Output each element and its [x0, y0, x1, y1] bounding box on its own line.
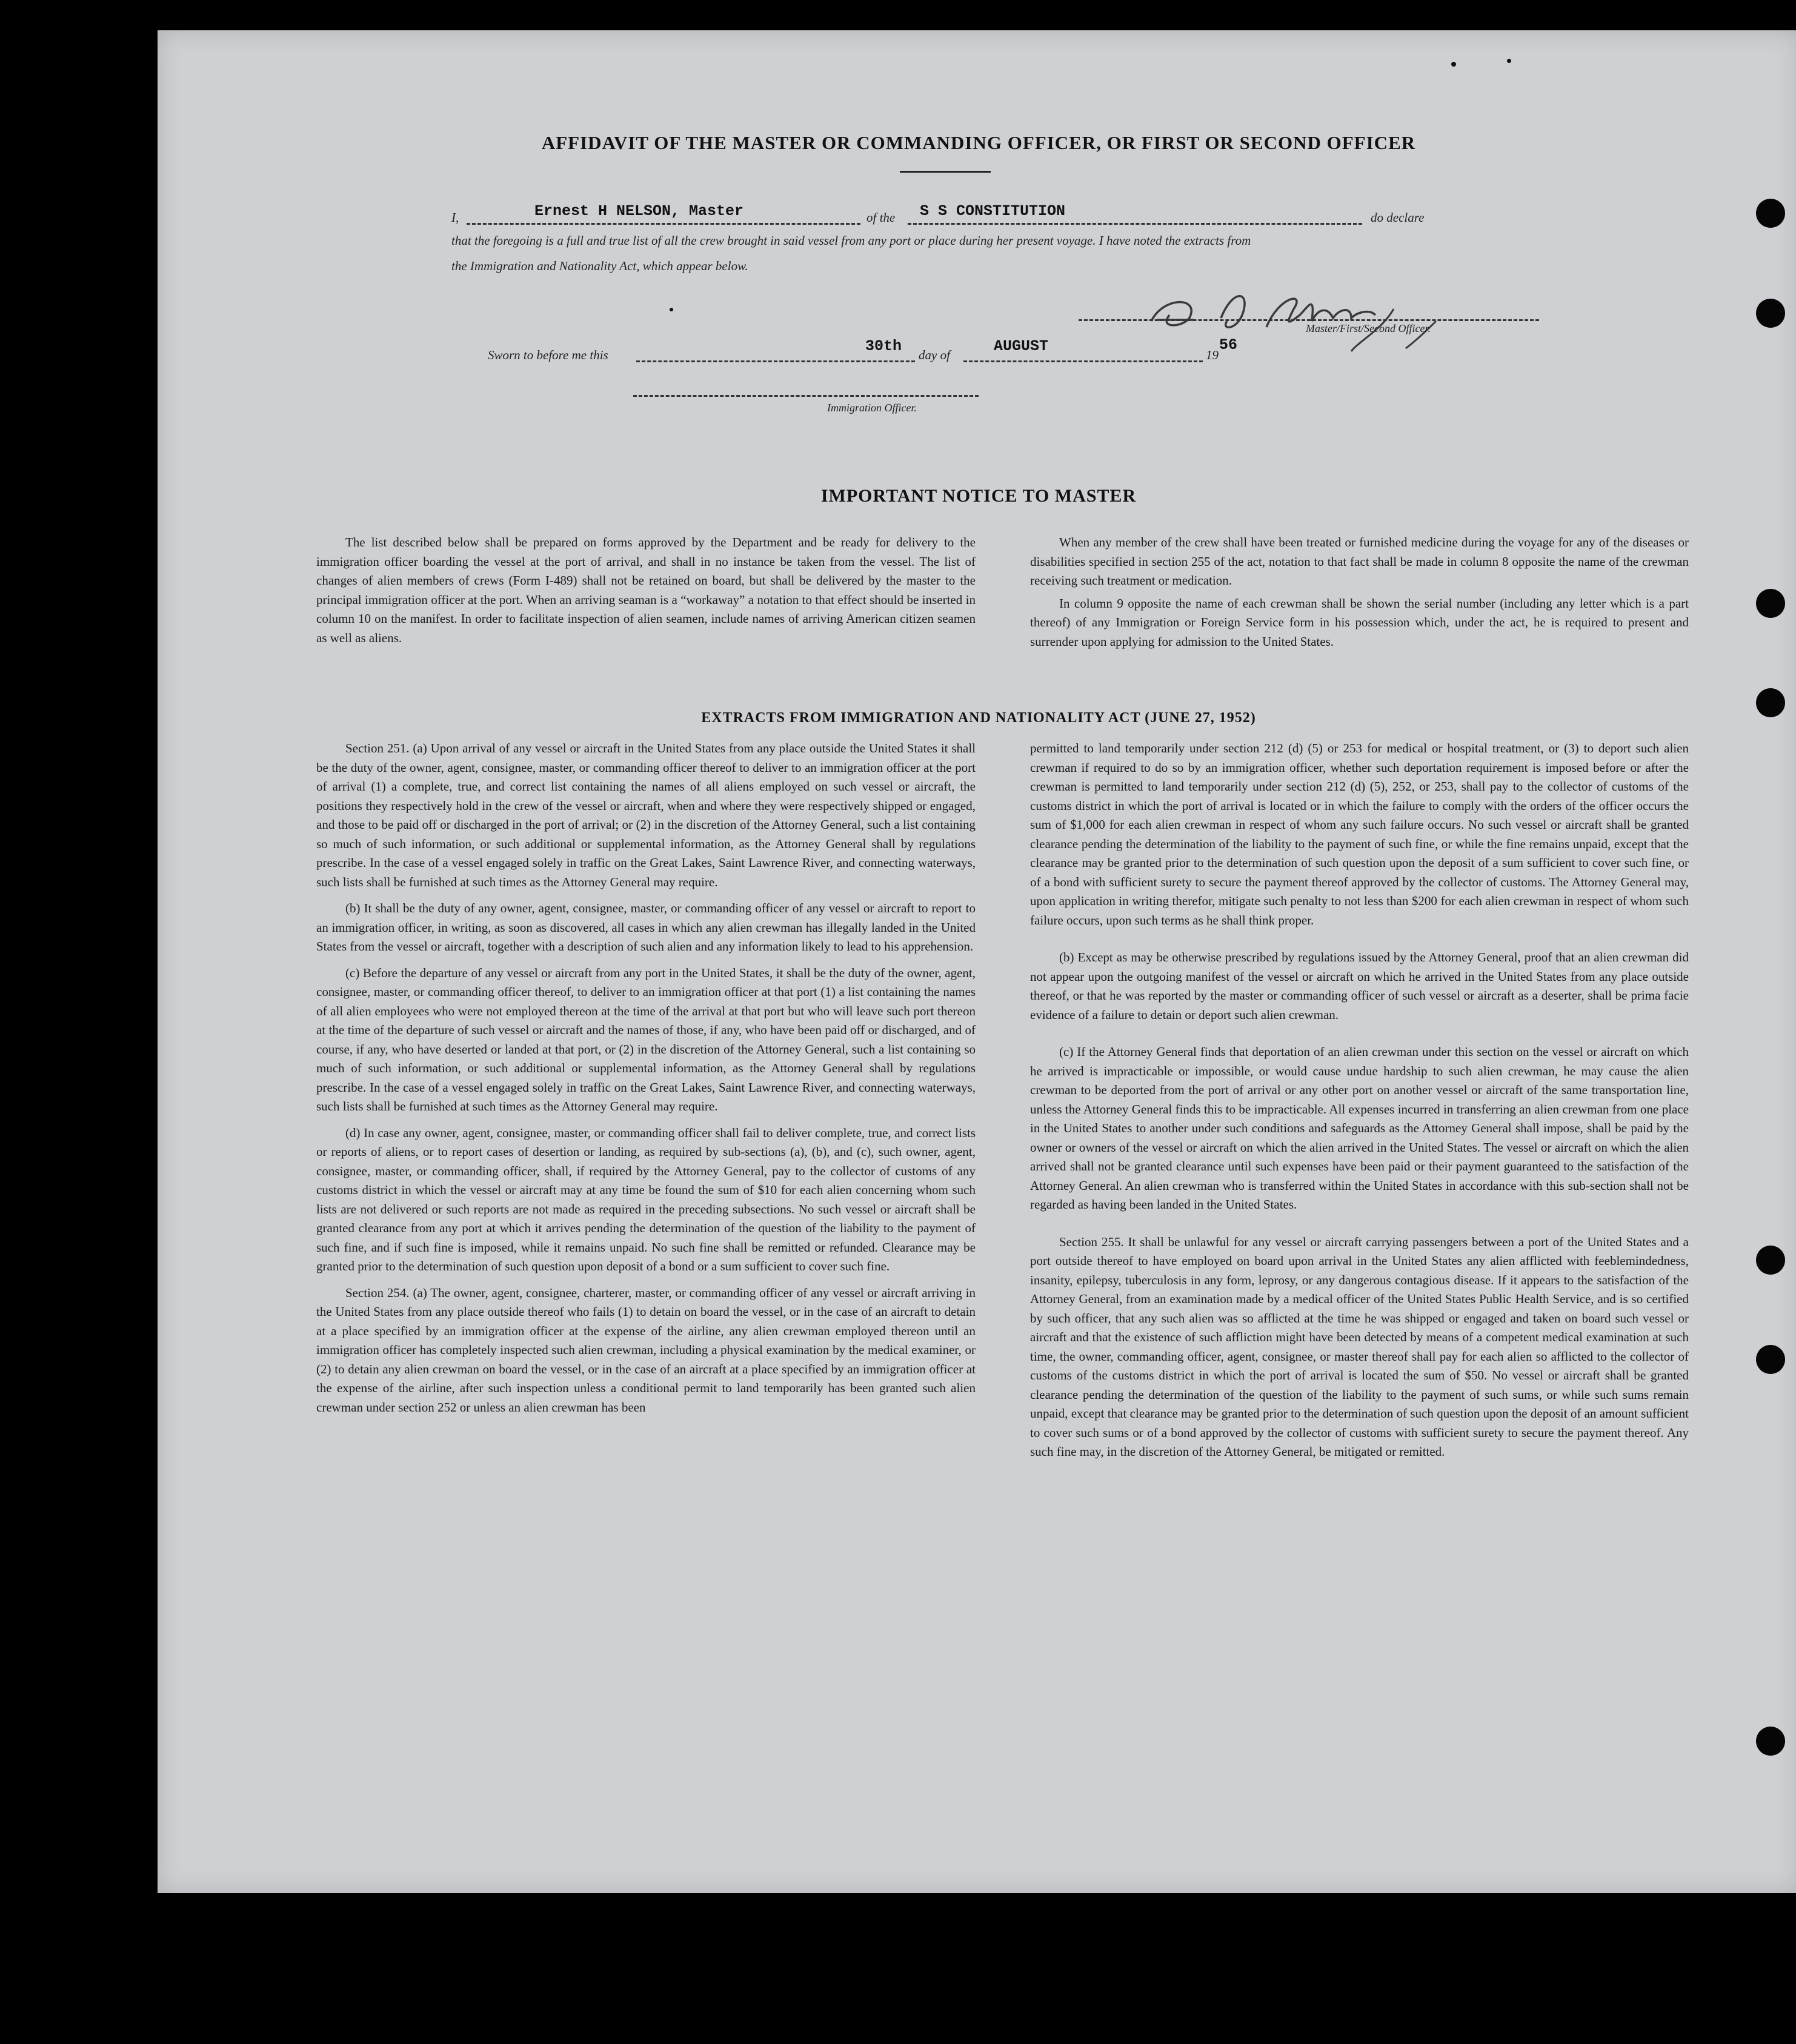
section-254-c: (c) If the Attorney General finds that deportation of an alien crewman under this section on the vessel or aircraft on which he arrived is impracticable or impossible, or would cause undue hardship to such alien crewman, he may cause the alien crewman to be deported from the port of arrival or any other port on another vessel or aircraft of the same transportation line, unless the Attorney General finds this to be impracticable. All expenses incurred in transferring an alien crewman from one place in the United States to another under such conditions and safeguards as the Attorney General shall impose, shall be paid by the owner or owners of the vessel or aircraft on which the alien arrived in the United States. The vessel or aircraft on which the alien arrived shall not be granted clearance until such expenses have been paid or their payment guaranteed to the satisfaction of the Attorney General. An alien crewman who is transferred within the United States in accordance with this sub-section shall not be regarded as having been landed in the United States. [1030, 1044, 1689, 1212]
section-255: Section 255. It shall be unlawful for any vessel or aircraft carrying passengers between a port of the United States and a port outside thereof to have employed on board upon arrival in the United States any alien afflicted with feeblemindedness, insanity, epilepsy, tuberculosis in any form, leprosy, or any dangerous contagious disease. If it appears to the satisfaction of the Attorney General, from an examination made by a medical officer of the United States Public Health Service, and is so certified by such officer, that any such alien was so afflicted at the time he was shipped or engaged and taken on board such vessel or aircraft and that the existence of such affliction might have been detected by means of a competent medical examination at such time, the owner, commanding officer, agent, consignee, or master thereof shall pay for each alien so afflicted to the collector of customs of the customs district in which the port of arrival is located the sum of $50. No vessel or aircraft shall be granted clearance pending the determination of the question of the liability to the payment of such sums, or while such sums remain unpaid, except that clearance may be granted prior to the determination of such question upon the deposit of an amount sufficient to cover such sums or of a bond approved by the collector of customs with sufficient surety to secure the payment thereof. Any such fine may, in the discretion of the Attorney General, be mitigated or remitted. [1030, 1234, 1689, 1459]
of-the-label: of the [866, 210, 896, 225]
notice-right-text-1: When any member of the crew shall have been treated or furnished medicine during the voyage for any of the diseases or disabilities specified in section 255 of the act, notation to that fact shall be made in column 8 opposite the name of the crewman receiving such treatment or medication. [1030, 535, 1689, 588]
master-signature [1066, 273, 1442, 357]
notice-left-column [316, 533, 976, 655]
officer-caption: Immigration Officer. [827, 402, 917, 414]
section-251-b: (b) It shall be the duty of any owner, agent, consignee, master, or commanding officer of any vessel or aircraft to report to an immigration officer, in writing, as soon as discovered, all cases in which any alien crewman has illegally landed in the United States from the vessel or aircraft, together with a description of such alien and any information likely to lead to his apprehension. [316, 901, 976, 954]
punch-hole [1756, 1727, 1785, 1756]
punch-hole [1756, 199, 1785, 228]
scan-background [79, 0, 1796, 2044]
document-sheet [158, 30, 1796, 1893]
officer-line [633, 395, 979, 397]
section-251-c: (c) Before the departure of any vessel or aircraft from any port in the United States, it shall be the duty of the owner, agent, consignee, master, or commanding officer thereof, to deliver to an immigration officer at that port (1) a list containing the names of all alien employees who were not employed thereon at the time of the arrival at that port but who will leave such port thereon at the time of the departure of such vessel or aircraft and the names of those, if any, who have been paid off or discharged, and of course, if any, who have deserted or landed at that port, or (2) in the discretion of the Attorney General, such a list containing so much of such information, or such additional or supplemental information, as the Attorney General shall by regulations prescribe. In the case of a vessel engaged solely in traffic on the Great Lakes, Saint Lawrence River, and connecting waterways, such lists shall be furnished at such times as the Attorney General may require. [316, 965, 976, 1113]
section-251-d: (d) In case any owner, agent, consignee, master, or commanding officer shall fail to deliver complete, true, and correct lists or reports of aliens, or to report cases of desertion or landing, as required by sub-sections (a), (b), and (c), such owner, agent, consignee, master, or commanding officer, shall, if required by the Attorney General, pay to the collector of customs of any customs district in which the vessel or aircraft may at any time be found the sum of $10 for each alien concerning whom such lists are not delivered or such reports are not made as required in the preceding subsections. No such vessel or aircraft shall be granted clearance from any port at which it arrives pending the determination of the question of the liability to the payment of such fine, and if such fine is imposed, while it remains unpaid. No such fine shall be remitted or refunded. Clearance may be granted prior to the determination of such question upon deposit of a bond or a sum sufficient to cover such fine. [316, 1125, 976, 1273]
extracts-right-column [1030, 739, 1689, 1469]
notice-right-text-2: In column 9 opposite the name of each crewman shall be shown the serial number (including any letter which is a part thereof) of any Immigration or Foreign Service form in his possession which, under the act, he is required to present and surrender upon applying for admission to the United States. [1030, 596, 1689, 649]
notice-title: IMPORTANT NOTICE TO MASTER [820, 486, 1137, 506]
notice-left-text: The list described below shall be prepared on forms approved by the Department and be ready for delivery to the immigration officer boarding the vessel at the port of arrival, and shall in no instance be taken from the vessel. The list of changes of alien members of crews (Form I-489) shall not be retained on board, but shall be delivered by the master to the principal immigration officer at the port. When an arriving seaman is a “workaway” a notation to that effect should be inserted in column 10 on the manifest. In order to facilitate inspection of alien seamen, include names of arriving American citizen seamen as well as aliens. [316, 535, 976, 645]
notice-right-column [1030, 533, 1689, 659]
vessel-line [908, 223, 1362, 225]
affidavit-statement-1: that the foregoing is a full and true list of all the crew brought in said vessel from any port or place during her present voyage. I have noted the extracts from [451, 233, 1251, 248]
extracts-title: EXTRACTS FROM IMMIGRATION AND NATIONALITY ACT (JUNE 27, 1952) [701, 710, 1256, 726]
month-value: AUGUST [994, 337, 1049, 355]
section-254-a: Section 254. (a) The owner, agent, consignee, charterer, master, or commanding officer of any vessel or aircraft arriving in the United States from any place outside thereof who fails (1) to detain on board the vessel, or in the case of an aircraft to detain at a place specified by an immigration officer at the expense of the airline, any alien crewman employed thereon until an immigration officer has completely inspected such alien crewman, including a physical examination by the medical examiner, or (2) to detain any alien crewman on board the vessel, or in the case of an aircraft at a place specified by an immigration officer at the expense of the airline, after such inspection unless a conditional permit to land temporarily has been granted such alien crewman under section 252 or unless an alien crewman has been [316, 1285, 976, 1415]
sworn-label: Sworn to before me this [488, 348, 608, 362]
speck [1507, 59, 1511, 63]
section-251-a: Section 251. (a) Upon arrival of any vessel or aircraft in the United States from any place outside the United States it shall be the duty of the owner, agent, consignee, master, or commanding officer thereof to deliver to an immigration officer at the port of arrival (1) a complete, true, and correct list containing the names of all aliens employed on such vessel or aircraft, the positions they respectively hold in the crew of the vessel or aircraft, when and where they were respectively shipped or engaged, and those to be paid off or discharged in the port of arrival; or (2) in the discretion of the Attorney General, such a list containing so much of such information, or such additional or supplemental information, as the Attorney General shall by regulations prescribe. In the case of a vessel engaged solely in traffic on the Great Lakes, Saint Lawrence River, and connecting waterways, such lists shall be furnished at such times as the Attorney General may require. [316, 741, 976, 889]
punch-hole [1756, 299, 1785, 328]
name-line [467, 223, 860, 225]
year-prefix: 19 [1206, 348, 1219, 362]
day-of-label: day of [919, 348, 950, 362]
affidavit-title: AFFIDAVIT OF THE MASTER OR COMMANDING OFFICER, OR FIRST OR SECOND OFFICER [541, 132, 1416, 153]
title-underline [900, 171, 991, 173]
speck [1451, 62, 1456, 67]
day-value: 30th [865, 337, 902, 355]
vessel-value: S S CONSTITUTION [920, 202, 1066, 220]
day-line [636, 360, 915, 362]
affidavit-prefix: I, [451, 210, 459, 225]
extracts-left-column [316, 739, 976, 1424]
punch-hole [1756, 1246, 1785, 1275]
month-line [963, 360, 1203, 362]
master-caption: Master/First/Second Officer. [1306, 322, 1431, 334]
speck [670, 308, 673, 311]
name-value: Ernest H NELSON, Master [534, 202, 744, 220]
punch-hole [1756, 1345, 1785, 1374]
do-declare-label: do declare [1371, 210, 1425, 225]
signature-line [1079, 319, 1539, 321]
affidavit-statement-2: the Immigration and Nationality Act, which appear below. [451, 259, 748, 273]
section-254-b: (b) Except as may be otherwise prescribed by regulations issued by the Attorney General, proof that an alien crewman did not appear upon the outgoing manifest of the vessel or aircraft on which he arrived in the United States from any place outside thereof, or that he was reported by the master or commanding officer of such vessel or aircraft as a deserter, shall be prima facie evidence of a failure to detain or deport such alien crewman. [1030, 950, 1689, 1022]
punch-hole [1756, 589, 1785, 618]
section-254-a-cont: permitted to land temporarily under section 212 (d) (5) or 253 for medical or hospital treatment, or (3) to deport such alien crewman if required to do so by an immigration officer, whether such deportation requirement is imposed before or after the crewman is permitted to land temporarily under section 212 (d) (5), 252, or 253, shall pay to the collector of customs of the customs district in which the port of arrival is located or in which the failure to comply with the orders of the officer occurs the sum of $1,000 for each alien crewman in respect of whom any such failure occurs. No such vessel or aircraft shall be granted clearance pending the determination of the liability to the payment of such fine, or while the fine remains unpaid, except that the clearance may be granted prior to the determination of such question upon the deposit of a sum sufficient to cover such fine, or of a bond with sufficient surety to secure the payment thereof approved by the collector of customs. The Attorney General may, upon application in writing therefor, mitigate such penalty to not less than $200 for each alien crewman in respect of whom such failure occurs, upon such terms as he shall think proper. [1030, 741, 1689, 927]
year-value: 56 [1219, 336, 1238, 354]
